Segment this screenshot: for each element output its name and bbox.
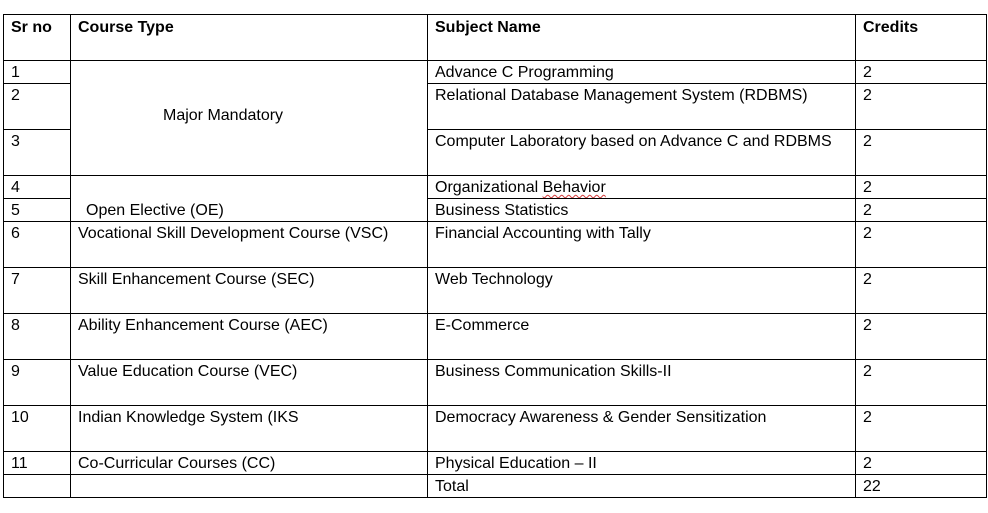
- credits-cell: 2: [856, 130, 987, 176]
- table-row: [4, 268, 987, 314]
- table-row: [4, 222, 987, 268]
- course-type-cell-empty: [71, 475, 428, 498]
- subject-cell: Advance C Programming: [428, 61, 856, 84]
- sr-no-cell: 3: [4, 130, 71, 176]
- sr-no-cell: 7: [4, 268, 71, 314]
- course-type-cell: Co-Curricular Courses (CC): [71, 452, 428, 475]
- sr-no-cell: 1: [4, 61, 71, 84]
- course-type-open-elective: Open Elective (OE): [71, 176, 428, 222]
- sr-no-cell: 6: [4, 222, 71, 268]
- sr-no-cell: 5: [4, 199, 71, 222]
- subject-cell: [428, 176, 856, 199]
- subject-cell: E-Commerce: [428, 314, 856, 360]
- course-type-cell: Ability Enhancement Course (AEC): [71, 314, 428, 360]
- course-credits-table: [3, 14, 987, 498]
- header-subject-name: Subject Name: [428, 15, 856, 61]
- header-course-type: Course Type: [71, 15, 428, 61]
- credits-cell: 2: [856, 452, 987, 475]
- header-sr-no: Sr no: [4, 15, 71, 61]
- subject-cell: Democracy Awareness & Gender Sensitization: [428, 406, 856, 452]
- table-row: [4, 176, 987, 199]
- course-type-cell: Skill Enhancement Course (SEC): [71, 268, 428, 314]
- total-label: Total: [428, 475, 856, 498]
- course-type-major-mandatory: Major Mandatory: [71, 61, 428, 176]
- sr-no-cell-empty: [4, 475, 71, 498]
- sr-no-cell: 4: [4, 176, 71, 199]
- total-row: [4, 475, 987, 498]
- header-row: [4, 15, 987, 61]
- spellcheck-flagged-word: Behavior: [542, 179, 606, 196]
- sr-no-cell: 2: [4, 84, 71, 130]
- subject-cell: Physical Education – II: [428, 452, 856, 475]
- subject-cell: Computer Laboratory based on Advance C and RDBMS: [428, 130, 856, 176]
- credits-cell: 2: [856, 314, 987, 360]
- table-row: [4, 406, 987, 452]
- course-type-cell: Vocational Skill Development Course (VSC): [71, 222, 428, 268]
- subject-cell: Business Statistics: [428, 199, 856, 222]
- credits-cell: 2: [856, 268, 987, 314]
- subject-text: Organizational: [435, 179, 543, 196]
- credits-cell: 2: [856, 199, 987, 222]
- total-credits: 22: [856, 475, 987, 498]
- credits-cell: 2: [856, 406, 987, 452]
- subject-cell: Relational Database Management System (RDBMS): [428, 84, 856, 130]
- subject-cell: Business Communication Skills-II: [428, 360, 856, 406]
- table-row: [4, 61, 987, 84]
- credits-cell: 2: [856, 360, 987, 406]
- sr-no-cell: 9: [4, 360, 71, 406]
- subject-cell: Financial Accounting with Tally: [428, 222, 856, 268]
- course-type-cell: Indian Knowledge System (IKS: [71, 406, 428, 452]
- table-row: [4, 452, 987, 475]
- course-type-cell: Value Education Course (VEC): [71, 360, 428, 406]
- sr-no-cell: 10: [4, 406, 71, 452]
- sr-no-cell: 11: [4, 452, 71, 475]
- credits-cell: 2: [856, 176, 987, 199]
- sr-no-cell: 8: [4, 314, 71, 360]
- table-row: [4, 360, 987, 406]
- credits-cell: 2: [856, 61, 987, 84]
- table-row: [4, 314, 987, 360]
- credits-cell: 2: [856, 84, 987, 130]
- credits-cell: 2: [856, 222, 987, 268]
- header-credits: Credits: [856, 15, 987, 61]
- subject-cell: Web Technology: [428, 268, 856, 314]
